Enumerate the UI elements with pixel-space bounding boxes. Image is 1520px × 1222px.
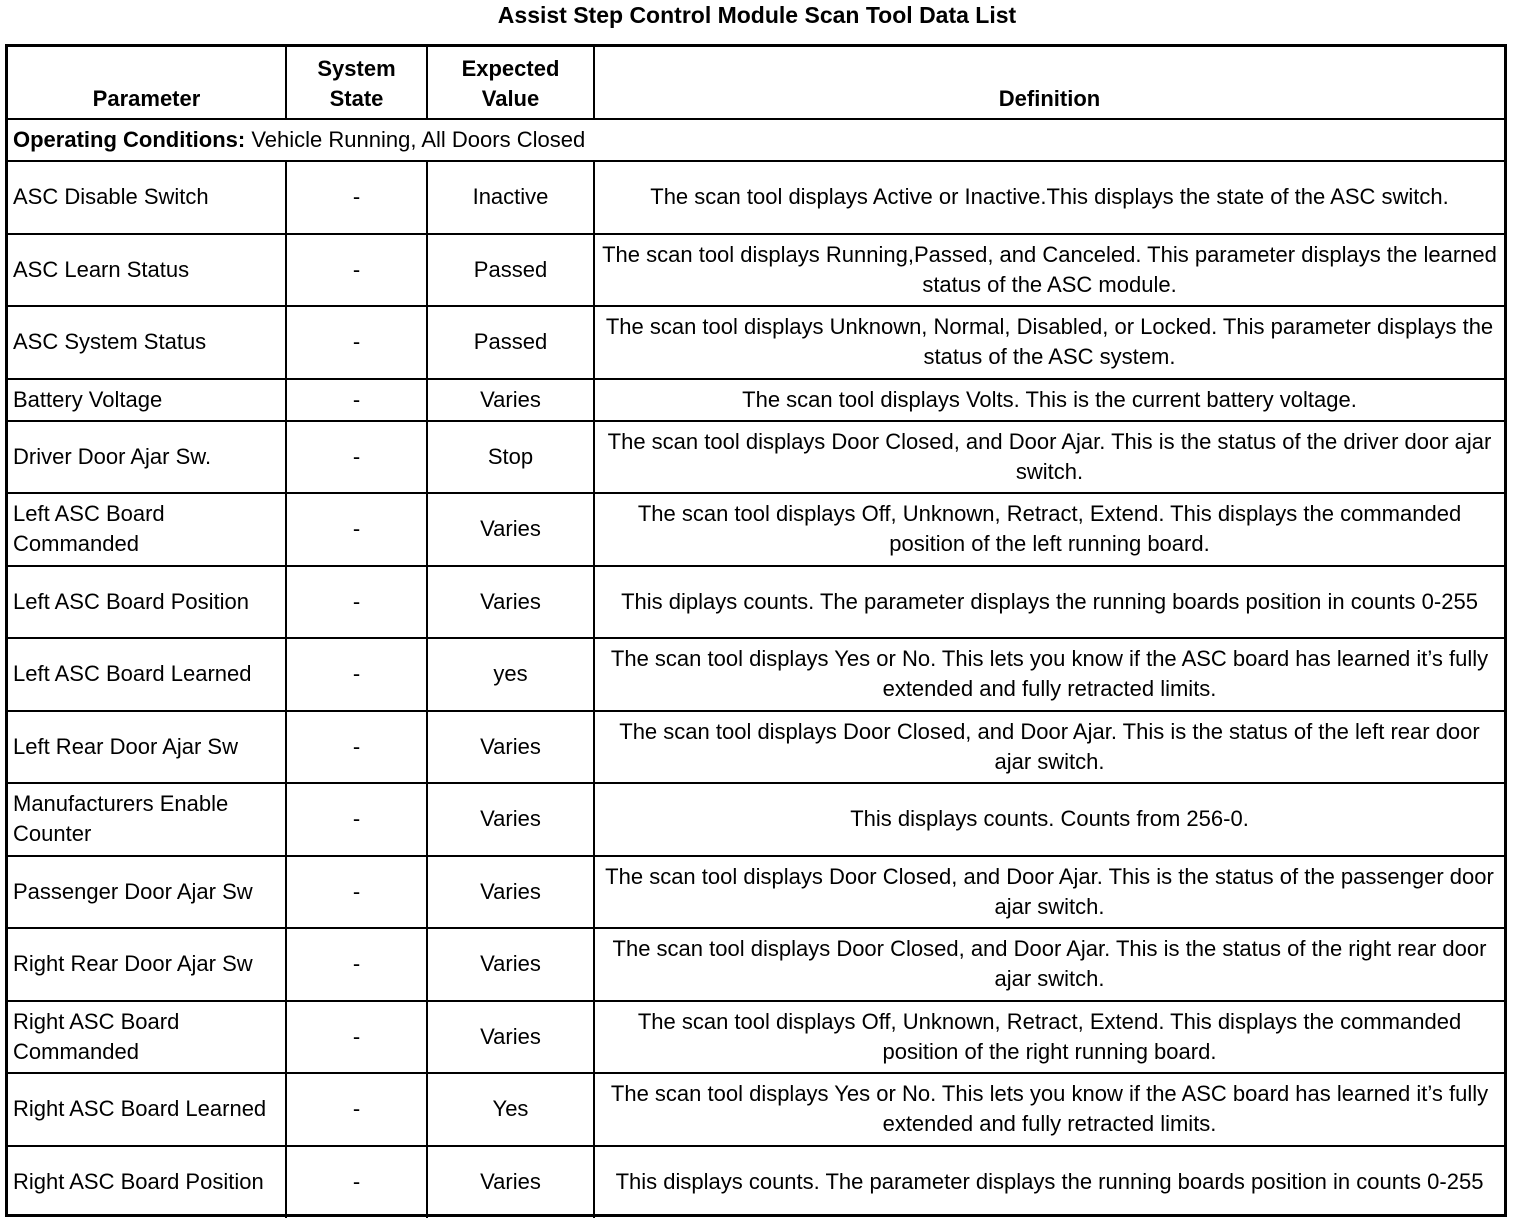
parameter-cell: Manufacturers Enable Counter xyxy=(8,783,286,856)
parameter-cell: ASC Disable Switch xyxy=(8,161,286,234)
expected-value-cell: Inactive xyxy=(427,161,594,234)
definition-cell: The scan tool displays Active or Inactive.This displays the state of the ASC switch. xyxy=(594,161,1504,234)
expected-value-cell: Passed xyxy=(427,306,594,379)
expected-value-cell: Yes xyxy=(427,1073,594,1146)
parameter-cell: Left ASC Board Position xyxy=(8,566,286,639)
table-row xyxy=(8,566,1504,639)
expected-value-cell: Varies xyxy=(427,711,594,784)
system-state-cell: - xyxy=(286,1001,427,1074)
definition-cell: The scan tool displays Off, Unknown, Retract, Extend. This displays the commanded position of the left running board. xyxy=(594,493,1504,566)
header-definition: Definition xyxy=(594,47,1504,119)
table-row xyxy=(8,379,1504,421)
parameter-cell: Left Rear Door Ajar Sw xyxy=(8,711,286,784)
scan-tool-data-table xyxy=(5,44,1507,1217)
expected-value-cell: Varies xyxy=(427,928,594,1001)
operating-conditions-label: Operating Conditions: xyxy=(13,127,246,152)
table-row xyxy=(8,306,1504,379)
system-state-cell: - xyxy=(286,566,427,639)
definition-cell: This displays counts. Counts from 256-0. xyxy=(594,783,1504,856)
system-state-cell: - xyxy=(286,928,427,1001)
definition-cell: The scan tool displays Door Closed, and Door Ajar. This is the status of the driver door ajar switch. xyxy=(594,421,1504,494)
operating-conditions-row xyxy=(8,119,1504,161)
table-row xyxy=(8,1146,1504,1219)
expected-value-cell: yes xyxy=(427,638,594,711)
expected-value-cell: Varies xyxy=(427,1001,594,1074)
expected-value-cell: Varies xyxy=(427,566,594,639)
system-state-cell: - xyxy=(286,421,427,494)
parameter-cell: Left ASC Board Learned xyxy=(8,638,286,711)
definition-cell: This displays counts. The parameter displays the running boards position in counts 0-255 xyxy=(594,1146,1504,1219)
parameter-cell: Driver Door Ajar Sw. xyxy=(8,421,286,494)
expected-value-cell: Stop xyxy=(427,421,594,494)
system-state-cell: - xyxy=(286,783,427,856)
table-row xyxy=(8,928,1504,1001)
operating-conditions xyxy=(8,119,1504,161)
parameter-cell: Right ASC Board Commanded xyxy=(8,1001,286,1074)
expected-value-cell: Varies xyxy=(427,856,594,929)
parameter-cell: Right ASC Board Position xyxy=(8,1146,286,1219)
system-state-cell: - xyxy=(286,638,427,711)
definition-cell: The scan tool displays Yes or No. This lets you know if the ASC board has learned it’s fully extended and fully retracted limits. xyxy=(594,638,1504,711)
system-state-cell: - xyxy=(286,1073,427,1146)
header-system-state: System State xyxy=(286,47,427,119)
system-state-cell: - xyxy=(286,306,427,379)
definition-cell: The scan tool displays Volts. This is the current battery voltage. xyxy=(594,379,1504,421)
table-row xyxy=(8,421,1504,494)
system-state-cell: - xyxy=(286,234,427,307)
expected-value-cell: Varies xyxy=(427,1146,594,1219)
table-row xyxy=(8,711,1504,784)
operating-conditions-value: Vehicle Running, All Doors Closed xyxy=(251,127,586,152)
table-row xyxy=(8,234,1504,307)
table-row xyxy=(8,783,1504,856)
parameter-cell: ASC System Status xyxy=(8,306,286,379)
parameter-cell: Right ASC Board Learned xyxy=(8,1073,286,1146)
table-header-row xyxy=(8,47,1504,119)
page-title: Assist Step Control Module Scan Tool Data List xyxy=(497,2,1017,28)
expected-value-cell: Passed xyxy=(427,234,594,307)
table-row xyxy=(8,1001,1504,1074)
system-state-cell: - xyxy=(286,711,427,784)
system-state-cell: - xyxy=(286,379,427,421)
table-row xyxy=(8,1073,1504,1146)
system-state-cell: - xyxy=(286,856,427,929)
parameter-cell: Left ASC Board Commanded xyxy=(8,493,286,566)
definition-cell: The scan tool displays Off, Unknown, Retract, Extend. This displays the commanded position of the right running board. xyxy=(594,1001,1504,1074)
header-parameter: Parameter xyxy=(8,47,286,119)
definition-cell: The scan tool displays Door Closed, and Door Ajar. This is the status of the right rear door ajar switch. xyxy=(594,928,1504,1001)
definition-cell: The scan tool displays Door Closed, and Door Ajar. This is the status of the passenger door ajar switch. xyxy=(594,856,1504,929)
system-state-cell: - xyxy=(286,493,427,566)
system-state-cell: - xyxy=(286,1146,427,1219)
definition-cell: The scan tool displays Yes or No. This lets you know if the ASC board has learned it’s fully extended and fully retracted limits. xyxy=(594,1073,1504,1146)
header-expected-value: Expected Value xyxy=(427,47,594,119)
parameter-cell: Passenger Door Ajar Sw xyxy=(8,856,286,929)
table-row xyxy=(8,493,1504,566)
parameter-cell: Battery Voltage xyxy=(8,379,286,421)
definition-cell: This diplays counts. The parameter displays the running boards position in counts 0-255 xyxy=(594,566,1504,639)
parameter-cell: Right Rear Door Ajar Sw xyxy=(8,928,286,1001)
definition-cell: The scan tool displays Unknown, Normal, Disabled, or Locked. This parameter displays the status of the ASC system. xyxy=(594,306,1504,379)
definition-cell: The scan tool displays Running,Passed, and Canceled. This parameter displays the learned status of the ASC module. xyxy=(594,234,1504,307)
expected-value-cell: Varies xyxy=(427,493,594,566)
table-row xyxy=(8,161,1504,234)
definition-cell: The scan tool displays Door Closed, and Door Ajar. This is the status of the left rear door ajar switch. xyxy=(594,711,1504,784)
table-row xyxy=(8,638,1504,711)
expected-value-cell: Varies xyxy=(427,783,594,856)
expected-value-cell: Varies xyxy=(427,379,594,421)
parameter-cell: ASC Learn Status xyxy=(8,234,286,307)
system-state-cell: - xyxy=(286,161,427,234)
table-row xyxy=(8,856,1504,929)
